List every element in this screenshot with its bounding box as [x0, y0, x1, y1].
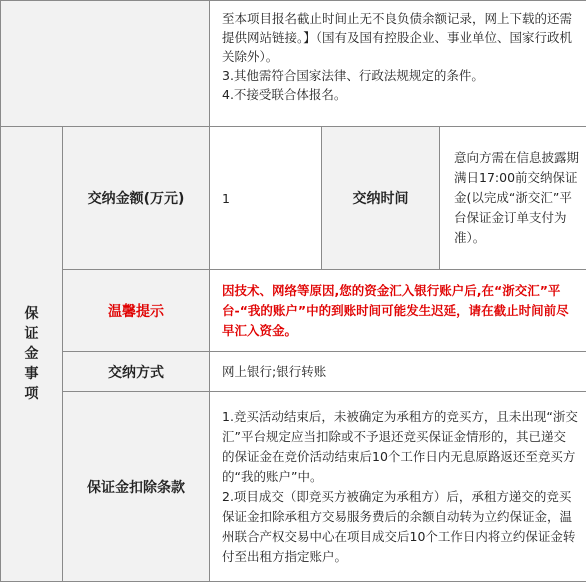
deposit-amount-row — [1, 127, 586, 270]
payment-method-row — [1, 352, 586, 392]
deduction-label: 保证金扣除条款 — [63, 392, 210, 582]
reminder-text: 因技术、网络等原因,您的资金汇入银行账户后,在“浙交汇”平台-“我的账户”中的到账时间可能发生迟延，请在截止时间前尽早汇入资金。 — [210, 270, 586, 352]
payment-method-value: 网上银行;银行转账 — [210, 352, 586, 392]
deduction-text-cell — [210, 392, 586, 582]
reminder-row — [1, 270, 586, 352]
deposit-time-value: 意向方需在信息披露期满日17:00前交纳保证金(以完成“浙交汇”平台保证金订单支付为准）。 — [440, 127, 586, 270]
section-char: 金 — [24, 346, 39, 362]
section-char: 事 — [24, 366, 39, 382]
eligibility-text-cell — [210, 1, 586, 127]
payment-method-label: 交纳方式 — [63, 352, 210, 392]
eligibility-line-1: 至本项目报名截止时间止无不良负债余额记录，网上下载的还需提供网站链接。】（国有及国有控股企业、事业单位、国家行政机关除外）。 — [222, 11, 573, 64]
eligibility-row — [1, 1, 586, 127]
section-char: 保 — [24, 306, 39, 322]
section-char: 证 — [24, 326, 39, 342]
eligibility-line-2: 3.其他需符合国家法律、行政法规规定的条件。 — [222, 68, 484, 83]
section-char: 项 — [24, 386, 39, 402]
deduction-item-1: 1.竞买活动结束后，未被确定为承租方的竞买方，且未出现“浙交汇”平台规定应当扣除或不予退还竞买保证金情形的，其已递交的保证金在竞价活动结束后10个工作日内无息原路返还至竞买方的“我的账户”中。 — [222, 408, 578, 484]
reminder-label: 温馨提示 — [63, 270, 210, 352]
deduction-item-2: 2.项目成交（即竞买方被确定为承租方）后，承租方递交的竞买保证金扣除承租方交易服务费后的余额自动转为立约保证金，温州联合产权交易中心在项目成交后10个工作日内将立约保证金转付至出租方指定账户。 — [222, 488, 576, 564]
deposit-amount-value: 1 — [210, 127, 322, 270]
eligibility-line-3: 4.不接受联合体报名。 — [222, 87, 347, 102]
deposit-amount-label: 交纳金额(万元) — [63, 127, 210, 270]
deposit-time-label: 交纳时间 — [322, 127, 440, 270]
eligibility-label-cell — [1, 1, 210, 127]
deduction-row — [1, 392, 586, 582]
deposit-section-header — [1, 127, 63, 582]
